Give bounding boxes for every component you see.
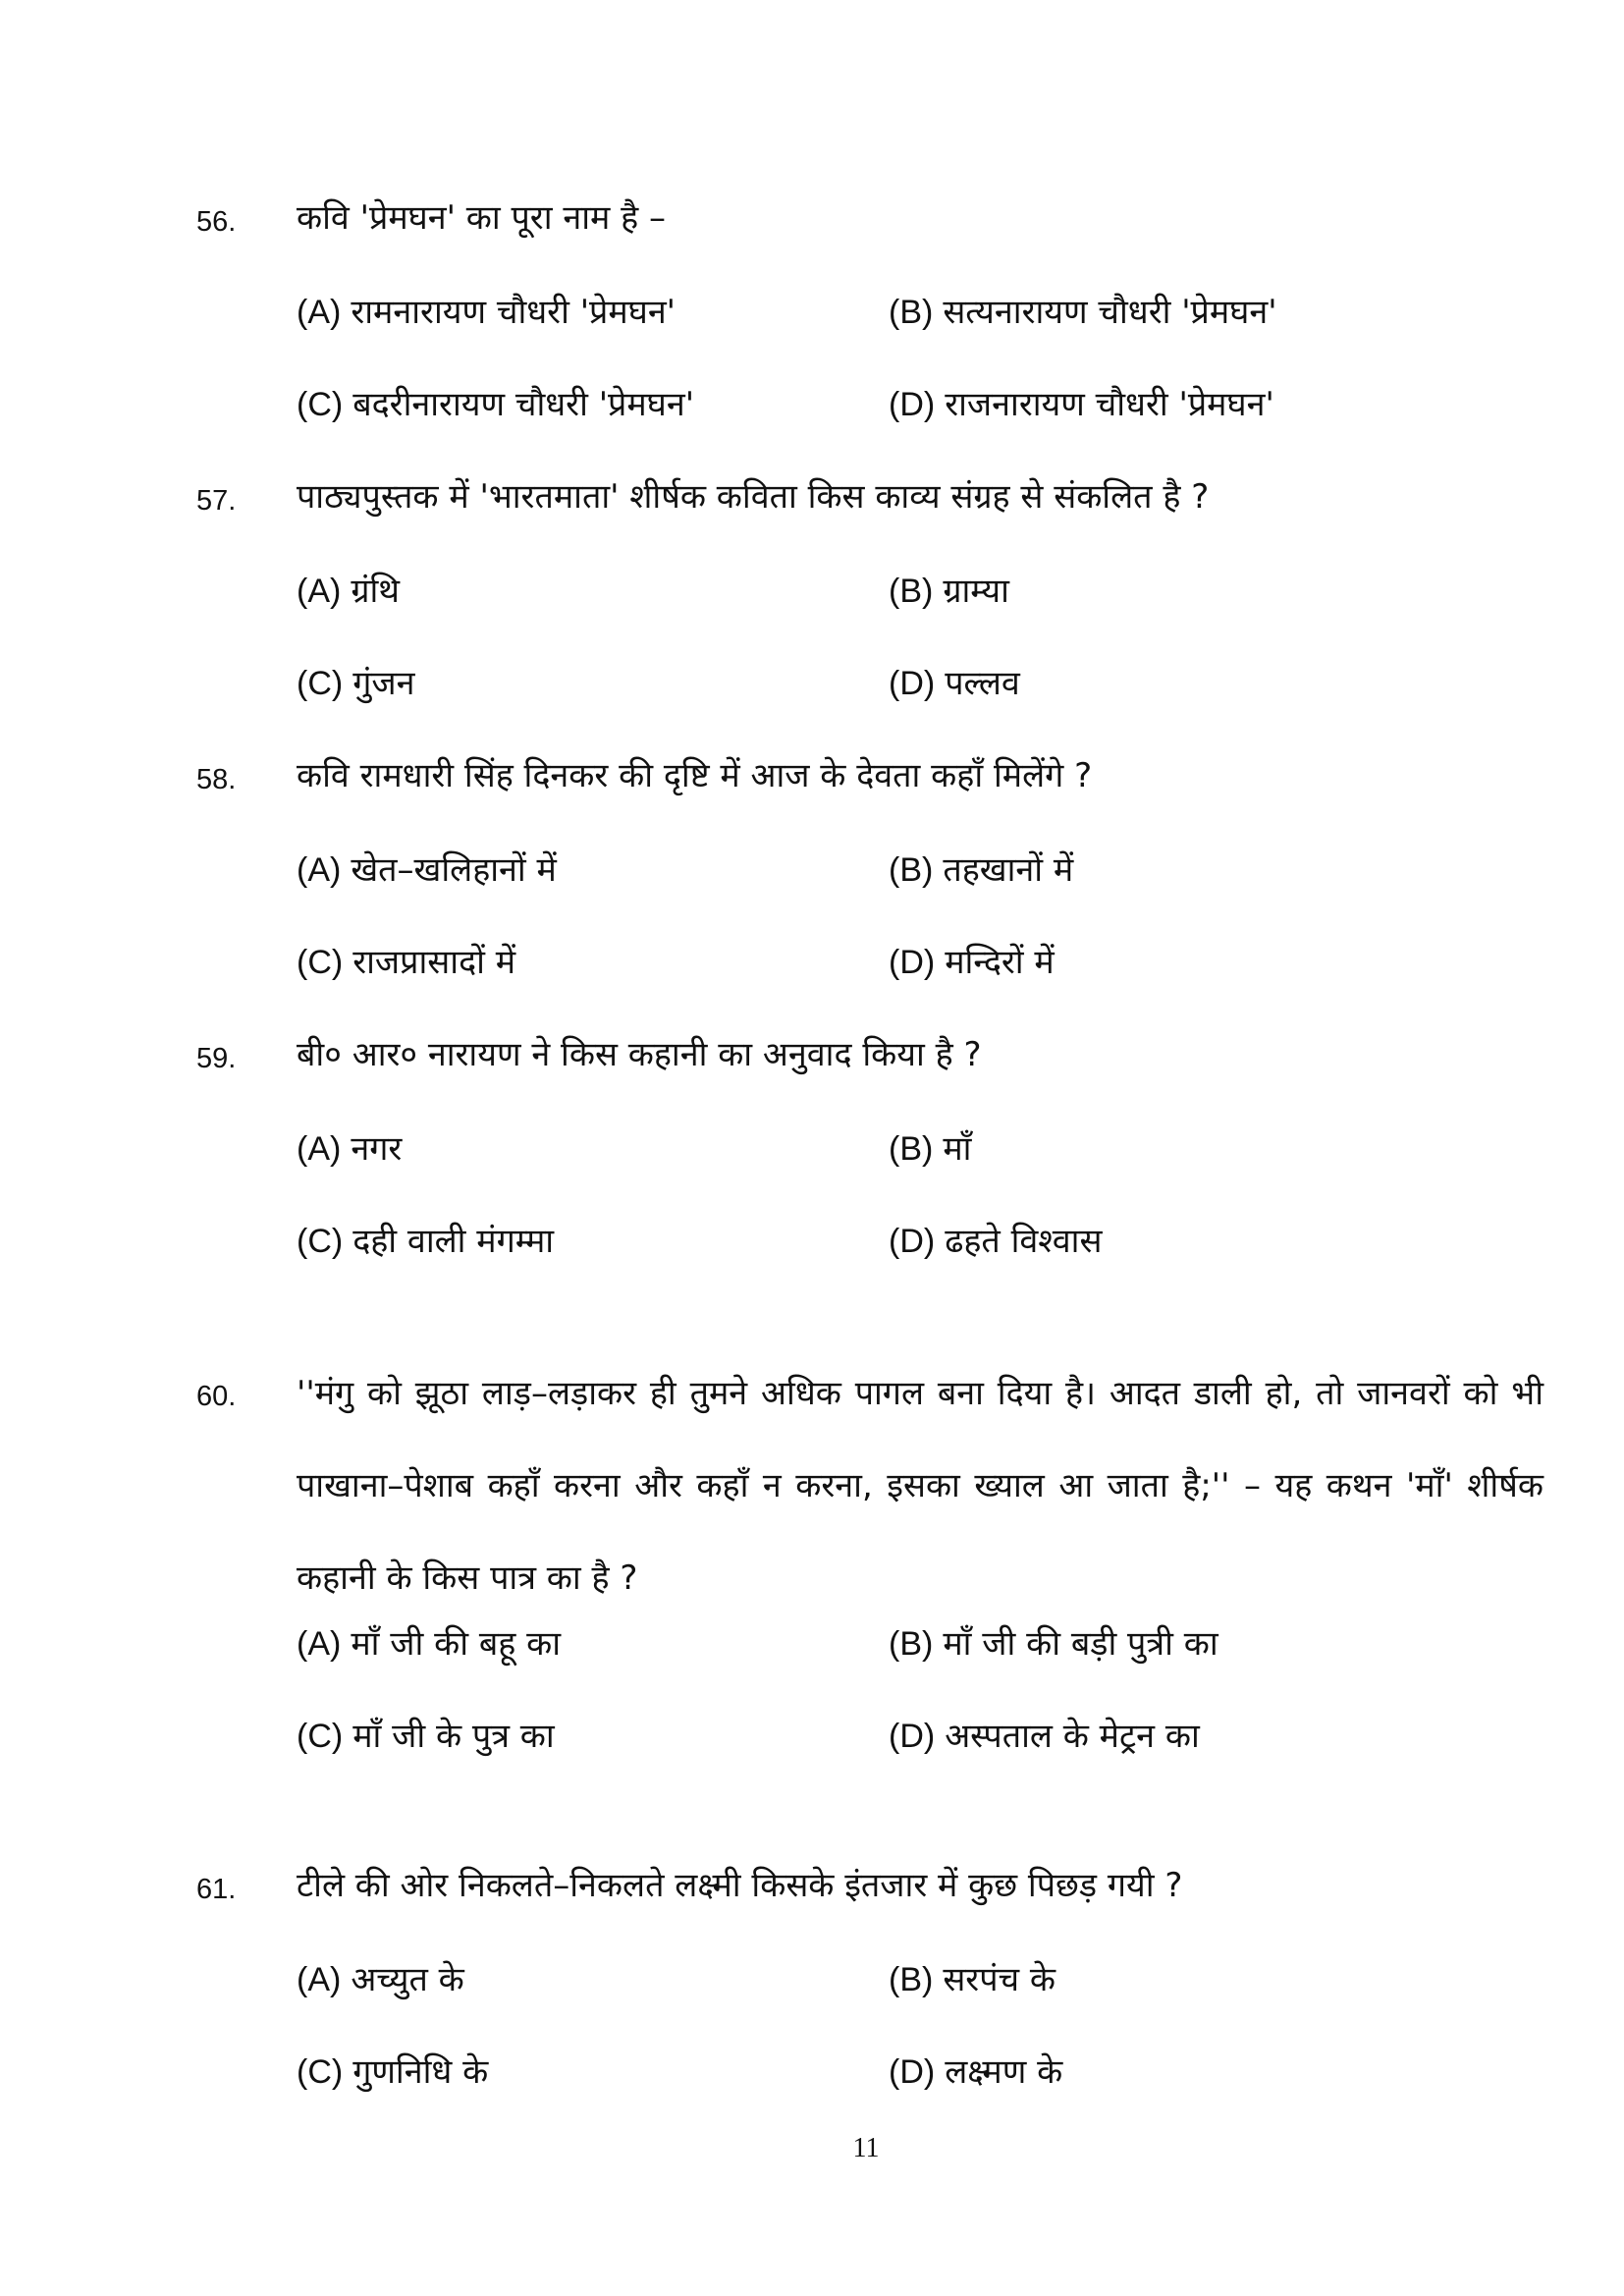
- option-label: (D): [889, 1718, 936, 1755]
- option-label: (D): [889, 665, 936, 702]
- option-a: [297, 1129, 402, 1169]
- option-text: गुंजन: [352, 664, 415, 703]
- question-number: 56.: [196, 206, 237, 238]
- option-label: (A): [297, 573, 342, 610]
- option-label: (A): [297, 294, 342, 331]
- option-text: लक्ष्मण के: [945, 2052, 1063, 2092]
- option-label: (C): [297, 386, 344, 423]
- option-text: माँ: [943, 1129, 972, 1169]
- option-label: (D): [889, 2053, 936, 2091]
- option-label: (C): [297, 1718, 344, 1755]
- option-text: राजप्रासादों में: [352, 943, 516, 982]
- option-a: [297, 1624, 561, 1664]
- option-a: [297, 572, 400, 611]
- question-number: 58.: [196, 764, 237, 795]
- option-label: (B): [889, 294, 934, 331]
- option-d: [889, 1717, 1200, 1756]
- option-label: (A): [297, 1130, 342, 1168]
- question-text: कवि 'प्रेमघन' का पूरा नाम है –: [297, 198, 667, 238]
- question-number: 59.: [196, 1043, 237, 1074]
- option-label: (C): [297, 665, 344, 702]
- question-text: बी० आर० नारायण ने किस कहानी का अनुवाद किया है ?: [297, 1035, 982, 1074]
- option-text: सरपंच के: [943, 1960, 1056, 1999]
- option-text: ग्राम्या: [943, 572, 1009, 611]
- question-text: कवि रामधारी सिंह दिनकर की दृष्टि में आज के देवता कहाँ मिलेंगे ?: [297, 756, 1093, 795]
- option-d: [889, 664, 1020, 703]
- option-text: नगर: [351, 1129, 403, 1169]
- option-label: (C): [297, 1223, 344, 1260]
- option-text: मन्दिरों में: [945, 943, 1055, 982]
- question-number: 60.: [196, 1381, 237, 1412]
- option-b: [889, 572, 1009, 611]
- option-d: [889, 943, 1055, 982]
- page-number: 11: [852, 2133, 880, 2163]
- option-text: माँ जी की बहू का: [351, 1624, 562, 1664]
- option-label: (A): [297, 851, 342, 889]
- option-c: [297, 1222, 554, 1261]
- option-label: (D): [889, 386, 936, 423]
- option-b: [889, 850, 1073, 890]
- option-text: खेत–खलिहानों में: [351, 850, 557, 890]
- option-b: [889, 1624, 1218, 1664]
- question-text: पाठ्यपुस्तक में 'भारतमाता' शीर्षक कविता किस काव्य संग्रह से संकलित है ?: [297, 477, 1210, 517]
- option-text: ढहते विश्वास: [945, 1222, 1103, 1261]
- question-text: ''मंगु को झूठा लाड़–लड़ाकर ही तुमने अधिक पागल बना दिया है। आदत डाली हो, तो जानवरों को भी पाखाना–पेशाब कहाँ करना और कहाँ न करना, इसका ख्याल आ जाता है;'' – यह कथन 'माँ' शीर्षक कहानी के किस पात्र का है ?: [297, 1374, 1543, 1598]
- option-text: रामनारायण चौधरी 'प्रेमघन': [351, 293, 677, 332]
- question-number: 57.: [196, 485, 237, 517]
- option-text: ग्रंथि: [351, 572, 401, 611]
- option-text: पल्लव: [945, 664, 1020, 703]
- option-text: अस्पताल के मेट्रन का: [945, 1717, 1200, 1756]
- option-text: राजनारायण चौधरी 'प्रेमघन': [945, 385, 1274, 424]
- option-c: [297, 943, 515, 982]
- option-text: माँ जी की बड़ी पुत्री का: [943, 1624, 1218, 1664]
- option-text: दही वाली मंगम्मा: [352, 1222, 555, 1261]
- option-label: (B): [889, 573, 934, 610]
- option-a: [297, 1960, 464, 1999]
- option-b: [889, 1960, 1056, 1999]
- option-label: (B): [889, 1625, 934, 1663]
- option-label: (C): [297, 2053, 344, 2091]
- option-c: [297, 1717, 555, 1756]
- option-label: (D): [889, 1223, 936, 1260]
- option-label: (D): [889, 944, 936, 981]
- option-text: माँ जी के पुत्र का: [352, 1717, 555, 1756]
- option-d: [889, 2052, 1062, 2092]
- question-number: 61.: [196, 1874, 237, 1905]
- option-a: [297, 850, 557, 890]
- option-text: अच्युत के: [351, 1960, 464, 1999]
- option-text: गुणनिधि के: [352, 2052, 489, 2092]
- option-b: [889, 293, 1277, 332]
- option-label: (C): [297, 944, 344, 981]
- option-label: (A): [297, 1625, 342, 1663]
- option-label: (B): [889, 851, 934, 889]
- option-label: (A): [297, 1961, 342, 1998]
- option-c: [297, 385, 694, 424]
- option-label: (B): [889, 1961, 934, 1998]
- option-c: [297, 664, 414, 703]
- option-c: [297, 2052, 488, 2092]
- option-b: [889, 1129, 971, 1169]
- option-text: बदरीनारायण चौधरी 'प्रेमघन': [352, 385, 695, 424]
- option-label: (B): [889, 1130, 934, 1168]
- question-text: टीले की ओर निकलते–निकलते लक्ष्मी किसके इंतजार में कुछ पिछड़ गयी ?: [297, 1866, 1183, 1905]
- option-a: [297, 293, 676, 332]
- option-d: [889, 1222, 1102, 1261]
- option-d: [889, 385, 1274, 424]
- option-text: तहखानों में: [943, 850, 1074, 890]
- option-text: सत्यनारायण चौधरी 'प्रेमघन': [943, 293, 1277, 332]
